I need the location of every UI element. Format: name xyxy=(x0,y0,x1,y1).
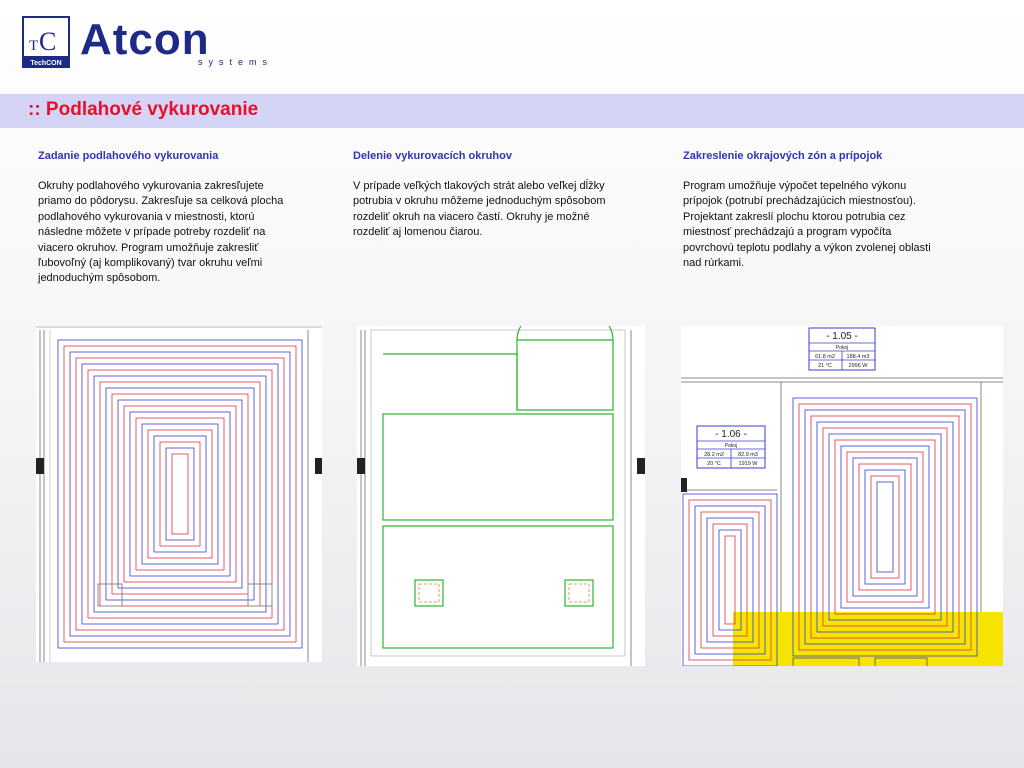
logo-sub: systems xyxy=(198,57,274,67)
column-3-heading: Zakreslenie okrajových zón a prípojok xyxy=(683,150,883,162)
column-1-body: Okruhy podlahového vykurovania zakresľujete priamo do pôdorysu. Zakresľuje sa celková plocha podlahového vykurovania v miestnosti, ktorú následne môžete v prípade potreby rozdeliť na viacero okruhov. Program umožňuje zakresliť ľubovoľný (aj komplikovaný) tvar okruhu veľmi jednoduchým spôsobom. xyxy=(38,180,284,285)
page-title: :: Podlahové vykurovanie xyxy=(28,99,259,120)
room-tag-id: - 1.05 - xyxy=(826,331,858,342)
room-tag-temp: 20 °C xyxy=(707,461,721,467)
heating-pipe-loop xyxy=(136,418,224,570)
heating-pipe-loop xyxy=(82,364,278,624)
heating-pipe-loop xyxy=(853,458,917,596)
heating-pipe-loop xyxy=(877,482,893,572)
heating-pipe-loop xyxy=(148,430,212,558)
heating-pipe-loop xyxy=(64,346,296,642)
heating-circuit-zones xyxy=(383,326,613,648)
atcon-logo xyxy=(80,12,280,72)
heating-pipe-loop xyxy=(835,440,935,614)
heating-pipe-loop xyxy=(725,536,735,624)
heating-pipe-loop xyxy=(106,388,254,600)
heating-pipe-loop xyxy=(829,434,941,620)
heating-pipe-loop xyxy=(871,476,899,578)
heating-pipe-loop xyxy=(142,424,218,564)
heating-pipe-loop xyxy=(847,452,923,602)
room-tag-area: 61.8 m2 xyxy=(815,354,835,360)
room-tag-name: Pokoj xyxy=(835,345,849,351)
heating-pipe-loop xyxy=(130,412,230,576)
heating-pipe-loop xyxy=(118,400,242,588)
heating-pipe-loop xyxy=(94,376,266,612)
column-2-body: V prípade veľkých tlakových strát alebo veľkej dĺžky potrubia v okruhu môžeme jednoduchým spôsobom rozdeliť okruh na viacero častí. Okruhy je možné rozdeliť aj lomenou čiarou. xyxy=(353,180,606,239)
techcon-logo xyxy=(22,16,70,68)
heating-pipe-loop xyxy=(166,448,194,540)
heating-pipe-loop xyxy=(70,352,290,636)
column-1-heading: Zadanie podlahového vykurovania xyxy=(38,150,219,162)
column-2-heading: Delenie vykurovacích okruhov xyxy=(353,150,512,162)
room-tag-name: Pokoj xyxy=(724,443,738,449)
floor-plan-heating-area xyxy=(36,326,322,662)
room-tag-temp: 21 °C xyxy=(818,363,832,369)
column-3-body: Program umožňuje výpočet tepelného výkonu prípojok (potrubí prechádzajúcich miestnosťou). Projektant zakreslí plochu ktorou potrubia cez miestnosť prechádzajú a program vypočíta povrchovú teplotu podlahy a výkon zvolenej oblasti nad rúrkami. xyxy=(683,180,931,270)
room-tag-1-06 xyxy=(697,426,765,468)
svg-text:T: T xyxy=(29,38,39,54)
room-tag-id: - 1.06 - xyxy=(715,429,747,440)
floor-plan-circuit-division xyxy=(357,326,645,666)
floor-plan-edge-zones xyxy=(681,326,1003,666)
svg-text:C: C xyxy=(39,27,57,56)
heating-pipe-loop xyxy=(817,422,953,632)
room-tag-volume: 82.9 m3 xyxy=(738,452,758,458)
logo-word: Atcon xyxy=(80,15,210,64)
heating-pipe-loop xyxy=(88,370,272,618)
heating-pipe-loop xyxy=(124,406,236,582)
room-tag-1-05 xyxy=(809,328,875,370)
heating-pipe-loop xyxy=(859,464,911,590)
heating-pipe-loop xyxy=(172,454,188,534)
logo-small-text: TechCON xyxy=(30,60,62,67)
room-tag-power: 2996 W xyxy=(848,363,868,369)
room-tag-area: 28.2 m2 xyxy=(704,452,724,458)
heating-pipe-loop xyxy=(154,436,206,552)
heating-pipe-loop xyxy=(58,340,302,648)
heating-pipe-loop xyxy=(811,416,959,638)
room-tag-power: 1919 W xyxy=(738,461,758,467)
heating-pipe-loop xyxy=(76,358,284,630)
room-tag-volume: 188.4 m3 xyxy=(846,354,870,360)
heating-pipe-spiral xyxy=(58,340,302,648)
title-bar xyxy=(0,94,1024,128)
